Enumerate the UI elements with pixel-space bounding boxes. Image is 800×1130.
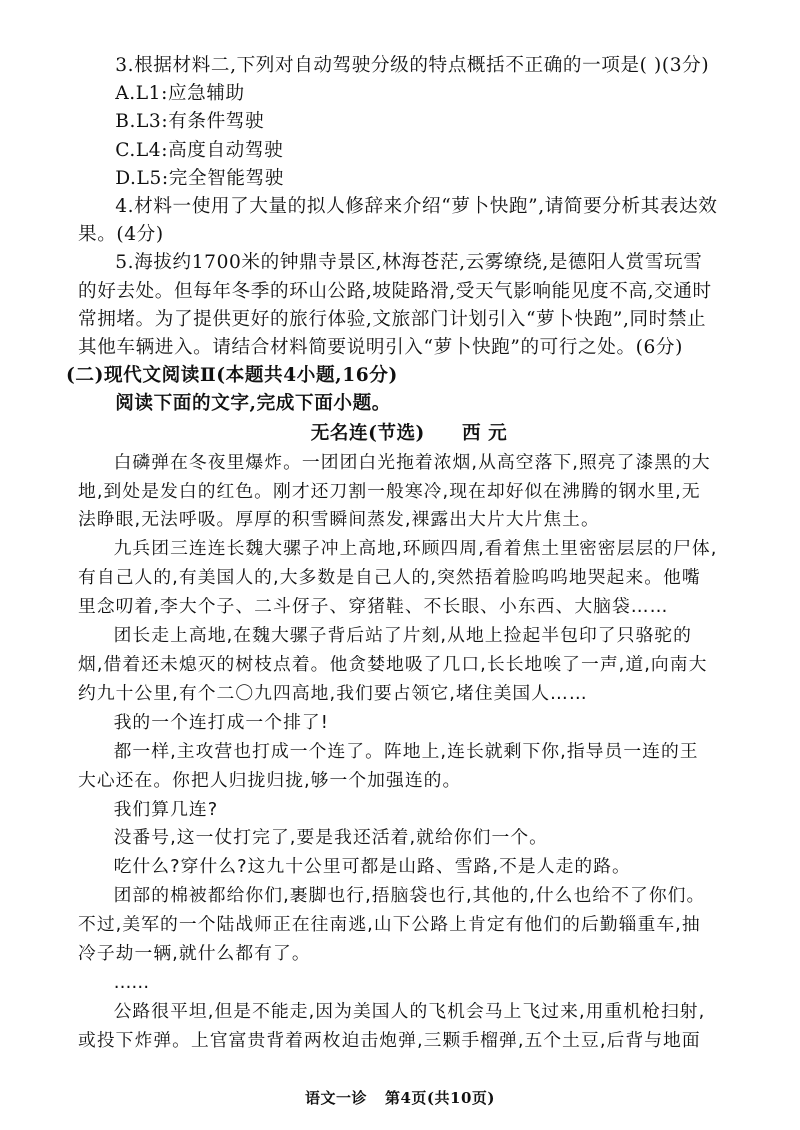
story-line: 不过,美军的一个陆战师正在往南逃,山下公路上肯定有他们的后勤辎重车,抽: [78, 914, 701, 936]
question-5-line: 常拥堵。为了提供更好的旅行体验,文旅部门计划引入“萝卜快跑”,同时禁止: [78, 308, 707, 330]
story-author: 西 元: [462, 422, 508, 444]
story-paragraph: [78, 449, 740, 536]
story-paragraph: [78, 824, 740, 853]
footer-page-number: 第4页(共10页): [385, 1089, 496, 1107]
question-5: [78, 249, 740, 362]
question-4: [78, 193, 740, 249]
story-line: 团长走上高地,在魏大骡子背后站了片刻,从地上捡起半包印了只骆驼的: [113, 625, 692, 647]
story-line: 冷子劫一辆,就什么都有了。: [78, 943, 311, 965]
story-paragraph: [78, 709, 740, 738]
story-line: 白磷弹在冬夜里爆炸。一团团白光拖着浓烟,从高空落下,照亮了漆黑的大: [113, 451, 711, 473]
story-paragraph: [78, 738, 740, 796]
story-line: 公路很平坦,但是不能走,因为美国人的飞机会马上飞过来,用重机枪扫射,: [113, 1000, 706, 1022]
story-paragraph: [78, 535, 740, 622]
question-3-option-a: A.L1:应急辅助: [115, 83, 245, 105]
question-4-line: 4.材料一使用了大量的拟人修辞来介绍“萝卜快跑”,请简要分析其表达效: [115, 196, 718, 218]
question-3-option-b: B.L3:有条件驾驶: [115, 111, 265, 133]
story-line: 我们算几连?: [113, 798, 219, 820]
story-paragraph: [78, 622, 740, 709]
question-4-line: 果。(4分): [78, 224, 164, 246]
question-3-option-c: C.L4:高度自动驾驶: [115, 139, 284, 161]
story-line: 大心还在。你把人归拢归拢,够一个加强连的。: [78, 769, 462, 791]
story-ellipsis: ……: [113, 971, 150, 993]
story-line: 法睁眼,无法呼吸。厚厚的积雪瞬间蒸发,裸露出大片大片焦土。: [78, 509, 600, 531]
story-title: 无名连(节选): [310, 422, 425, 444]
story-line: 或投下炸弹。上官富贵背着两枚迫击炮弹,三颗手榴弹,五个土豆,后背与地面: [78, 1029, 701, 1051]
story-line: 约九十公里,有个二〇九四高地,我们要占领它,堵住美国人……: [78, 682, 588, 704]
question-3-option-d: D.L5:完全智能驾驶: [115, 167, 284, 189]
question-3-stem: 3.根据材料二,下列对自动驾驶分级的特点概括不正确的一项是( )(3分): [115, 55, 710, 76]
story-line: 九兵团三连连长魏大骡子冲上高地,环顾四周,看着焦土里密密层层的尸体,: [113, 538, 718, 560]
story-line: 团部的棉被都给你们,裹脚也行,捂脑袋也行,其他的,什么也给不了你们。: [113, 885, 706, 907]
story-line: 吃什么?穿什么?这九十公里可都是山路、雪路,不是人走的路。: [113, 856, 631, 878]
story-paragraph: [78, 882, 740, 969]
section-heading: (二)现代文阅读Ⅱ(本题共4小题,16分): [66, 365, 398, 387]
story-line: 里念叨着,李大个子、二斗伢子、穿猪鞋、不长眼、小东西、大脑袋……: [78, 596, 669, 618]
story-body: [78, 449, 740, 1056]
question-5-line: 5.海拔约1700米的钟鼎寺景区,林海苍茫,云雾缭绕,是德阳人赏雪玩雪: [115, 252, 703, 274]
section-instruction: 阅读下面的文字,完成下面小题。: [115, 393, 391, 415]
story-line: 地,到处是发白的红色。刚才还刀割一般寒冷,现在却好似在沸腾的钢水里,无: [78, 480, 701, 502]
story-line: 我的一个连打成一个排了!: [113, 711, 329, 733]
story-paragraph: [78, 998, 740, 1056]
story-line: 都一样,主攻营也打成一个连了。阵地上,连长就剩下你,指导员一连的王: [113, 740, 699, 762]
story-title-line: [78, 419, 740, 449]
story-paragraph: [78, 796, 740, 825]
question-3: [78, 52, 740, 193]
story-line: 有自己人的,有美国人的,大多数是自己人的,突然捂着脸呜呜地哭起来。他嘴: [78, 567, 701, 589]
question-5-line: 的好去处。但每年冬季的环山公路,坡陡路滑,受天气影响能见度不高,交通时: [78, 280, 712, 302]
footer-subject: 语文一诊: [304, 1089, 367, 1107]
question-5-line: 其他车辆进入。请结合材料简要说明引入“萝卜快跑”的可行之处。(6分): [78, 337, 683, 359]
story-paragraph: [78, 853, 740, 882]
story-line: 烟,借着还未熄灭的树枝点着。他贪婪地吸了几口,长长地唉了一声,道,向南大: [78, 653, 708, 675]
page-footer: [0, 1087, 800, 1108]
story-line: 没番号,这一仗打完了,要是我还活着,就给你们一个。: [113, 827, 548, 849]
